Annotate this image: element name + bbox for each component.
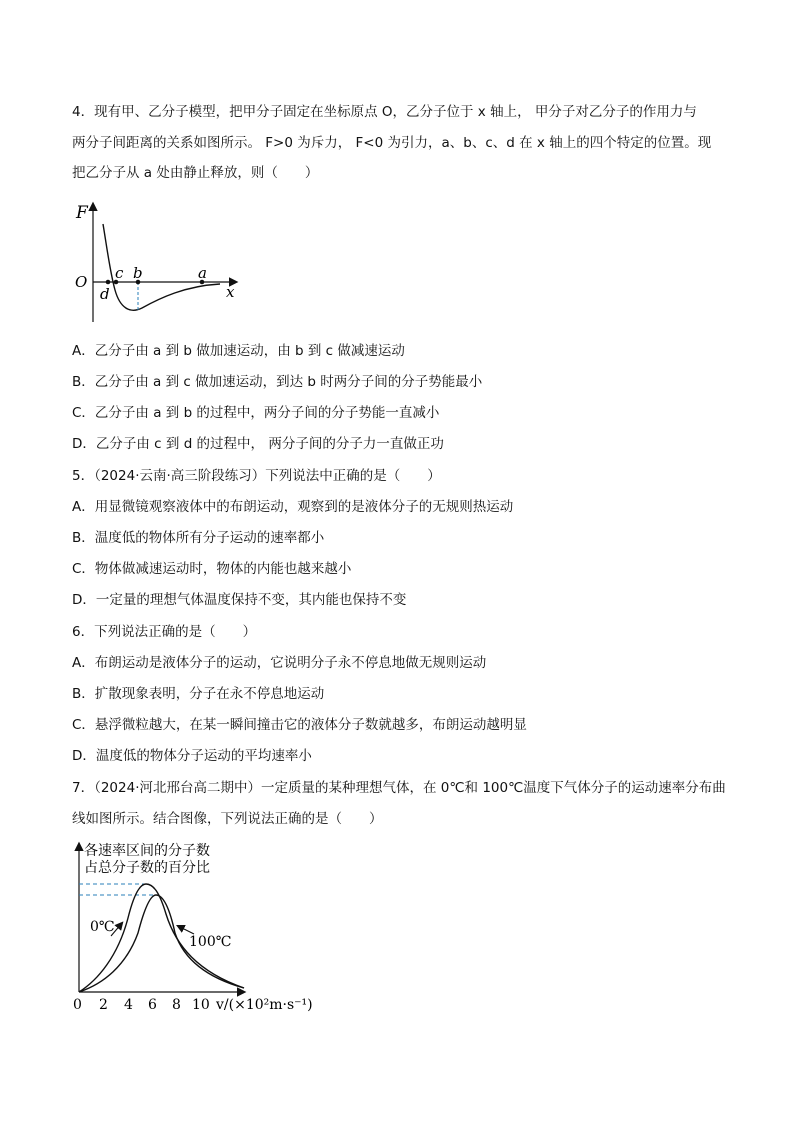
- q7-x-tick-2: 2: [99, 997, 108, 1013]
- q4-force-distance-graph: [70, 198, 250, 328]
- q7-origin-label: 0: [73, 997, 82, 1013]
- q4-label-b: b: [133, 264, 143, 282]
- q4-stem-line-1: 4．现有甲、乙分子模型，把甲分子固定在坐标原点 O，乙分子位于 x 轴上， 甲分子对乙分子的作用力与: [72, 104, 697, 120]
- q7-stem-line-1: 7．（2024·河北邢台高二期中）一定质量的某种理想气体，在 0℃和 100℃温度下气体分子的运动速率分布曲: [72, 780, 726, 796]
- q7-arrow-100c: [178, 926, 194, 934]
- q5-option-d[interactable]: D．一定量的理想气体温度保持不变，其内能也保持不变: [72, 592, 407, 608]
- q4-origin-label: O: [75, 273, 88, 291]
- q7-y-label-line-2: 占总分子数的百分比: [84, 860, 210, 876]
- q7-x-tick-8: 8: [172, 997, 181, 1013]
- q4-stem-line-3: 把乙分子从 a 处由静止释放，则（ ）: [72, 165, 319, 181]
- q4-y-label: F: [76, 203, 88, 223]
- q6-option-a[interactable]: A．布朗运动是液体分子的运动，它说明分子永不停息地做无规则运动: [72, 655, 487, 671]
- q5-option-b[interactable]: B．温度低的物体所有分子运动的速率都小: [72, 530, 325, 546]
- q7-label-100c: 100℃: [189, 934, 232, 950]
- q4-point-d: [106, 280, 111, 285]
- q5-stem: 5．（2024·云南·高三阶段练习）下列说法中正确的是（ ）: [72, 468, 441, 484]
- q6-option-c[interactable]: C．悬浮微粒越大，在某一瞬间撞击它的液体分子数就越多，布朗运动越明显: [72, 717, 527, 733]
- q7-speed-distribution-graph: [68, 838, 328, 1016]
- q7-x-tick-4: 4: [124, 997, 133, 1013]
- q7-x-tick-10: 10: [192, 997, 210, 1013]
- q5-option-a[interactable]: A．用显微镜观察液体中的布朗运动，观察到的是液体分子的无规则热运动: [72, 499, 514, 515]
- q4-stem-line-2: 两分子间距离的关系如图所示。 F>0 为斥力， F<0 为引力，a、b、c、d 在 x 轴上的四个特定的位置。现: [72, 135, 712, 151]
- q7-stem-line-2: 线如图所示。结合图像，下列说法正确的是（ ）: [72, 811, 383, 827]
- q7-x-tick-6: 6: [148, 997, 157, 1013]
- q5-option-c[interactable]: C．物体做减速运动时，物体的内能也越来越小: [72, 561, 352, 577]
- q6-stem: 6．下列说法正确的是（ ）: [72, 624, 257, 640]
- q7-y-label-line-1: 各速率区间的分子数: [84, 843, 210, 859]
- q4-option-c[interactable]: C．乙分子由 a 到 b 的过程中，两分子间的分子势能一直减小: [72, 405, 440, 421]
- q4-option-d[interactable]: D．乙分子由 c 到 d 的过程中， 两分子间的分子力一直做正功: [72, 436, 444, 452]
- q6-option-d[interactable]: D．温度低的物体分子运动的平均速率小: [72, 748, 312, 764]
- q4-label-c: c: [115, 264, 124, 282]
- q7-x-axis-label: v/(×10²m·s⁻¹): [216, 997, 313, 1013]
- q4-x-label: x: [226, 283, 235, 301]
- q4-option-a[interactable]: A．乙分子由 a 到 b 做加速运动，由 b 到 c 做减速运动: [72, 343, 405, 359]
- q4-option-b[interactable]: B．乙分子由 a 到 c 做加速运动，到达 b 时两分子间的分子势能最小: [72, 374, 483, 390]
- q6-option-b[interactable]: B．扩散现象表明，分子在永不停息地运动: [72, 686, 325, 702]
- q7-label-0c: 0℃: [90, 919, 115, 935]
- q4-label-d: d: [100, 285, 110, 303]
- q4-label-a: a: [198, 264, 207, 282]
